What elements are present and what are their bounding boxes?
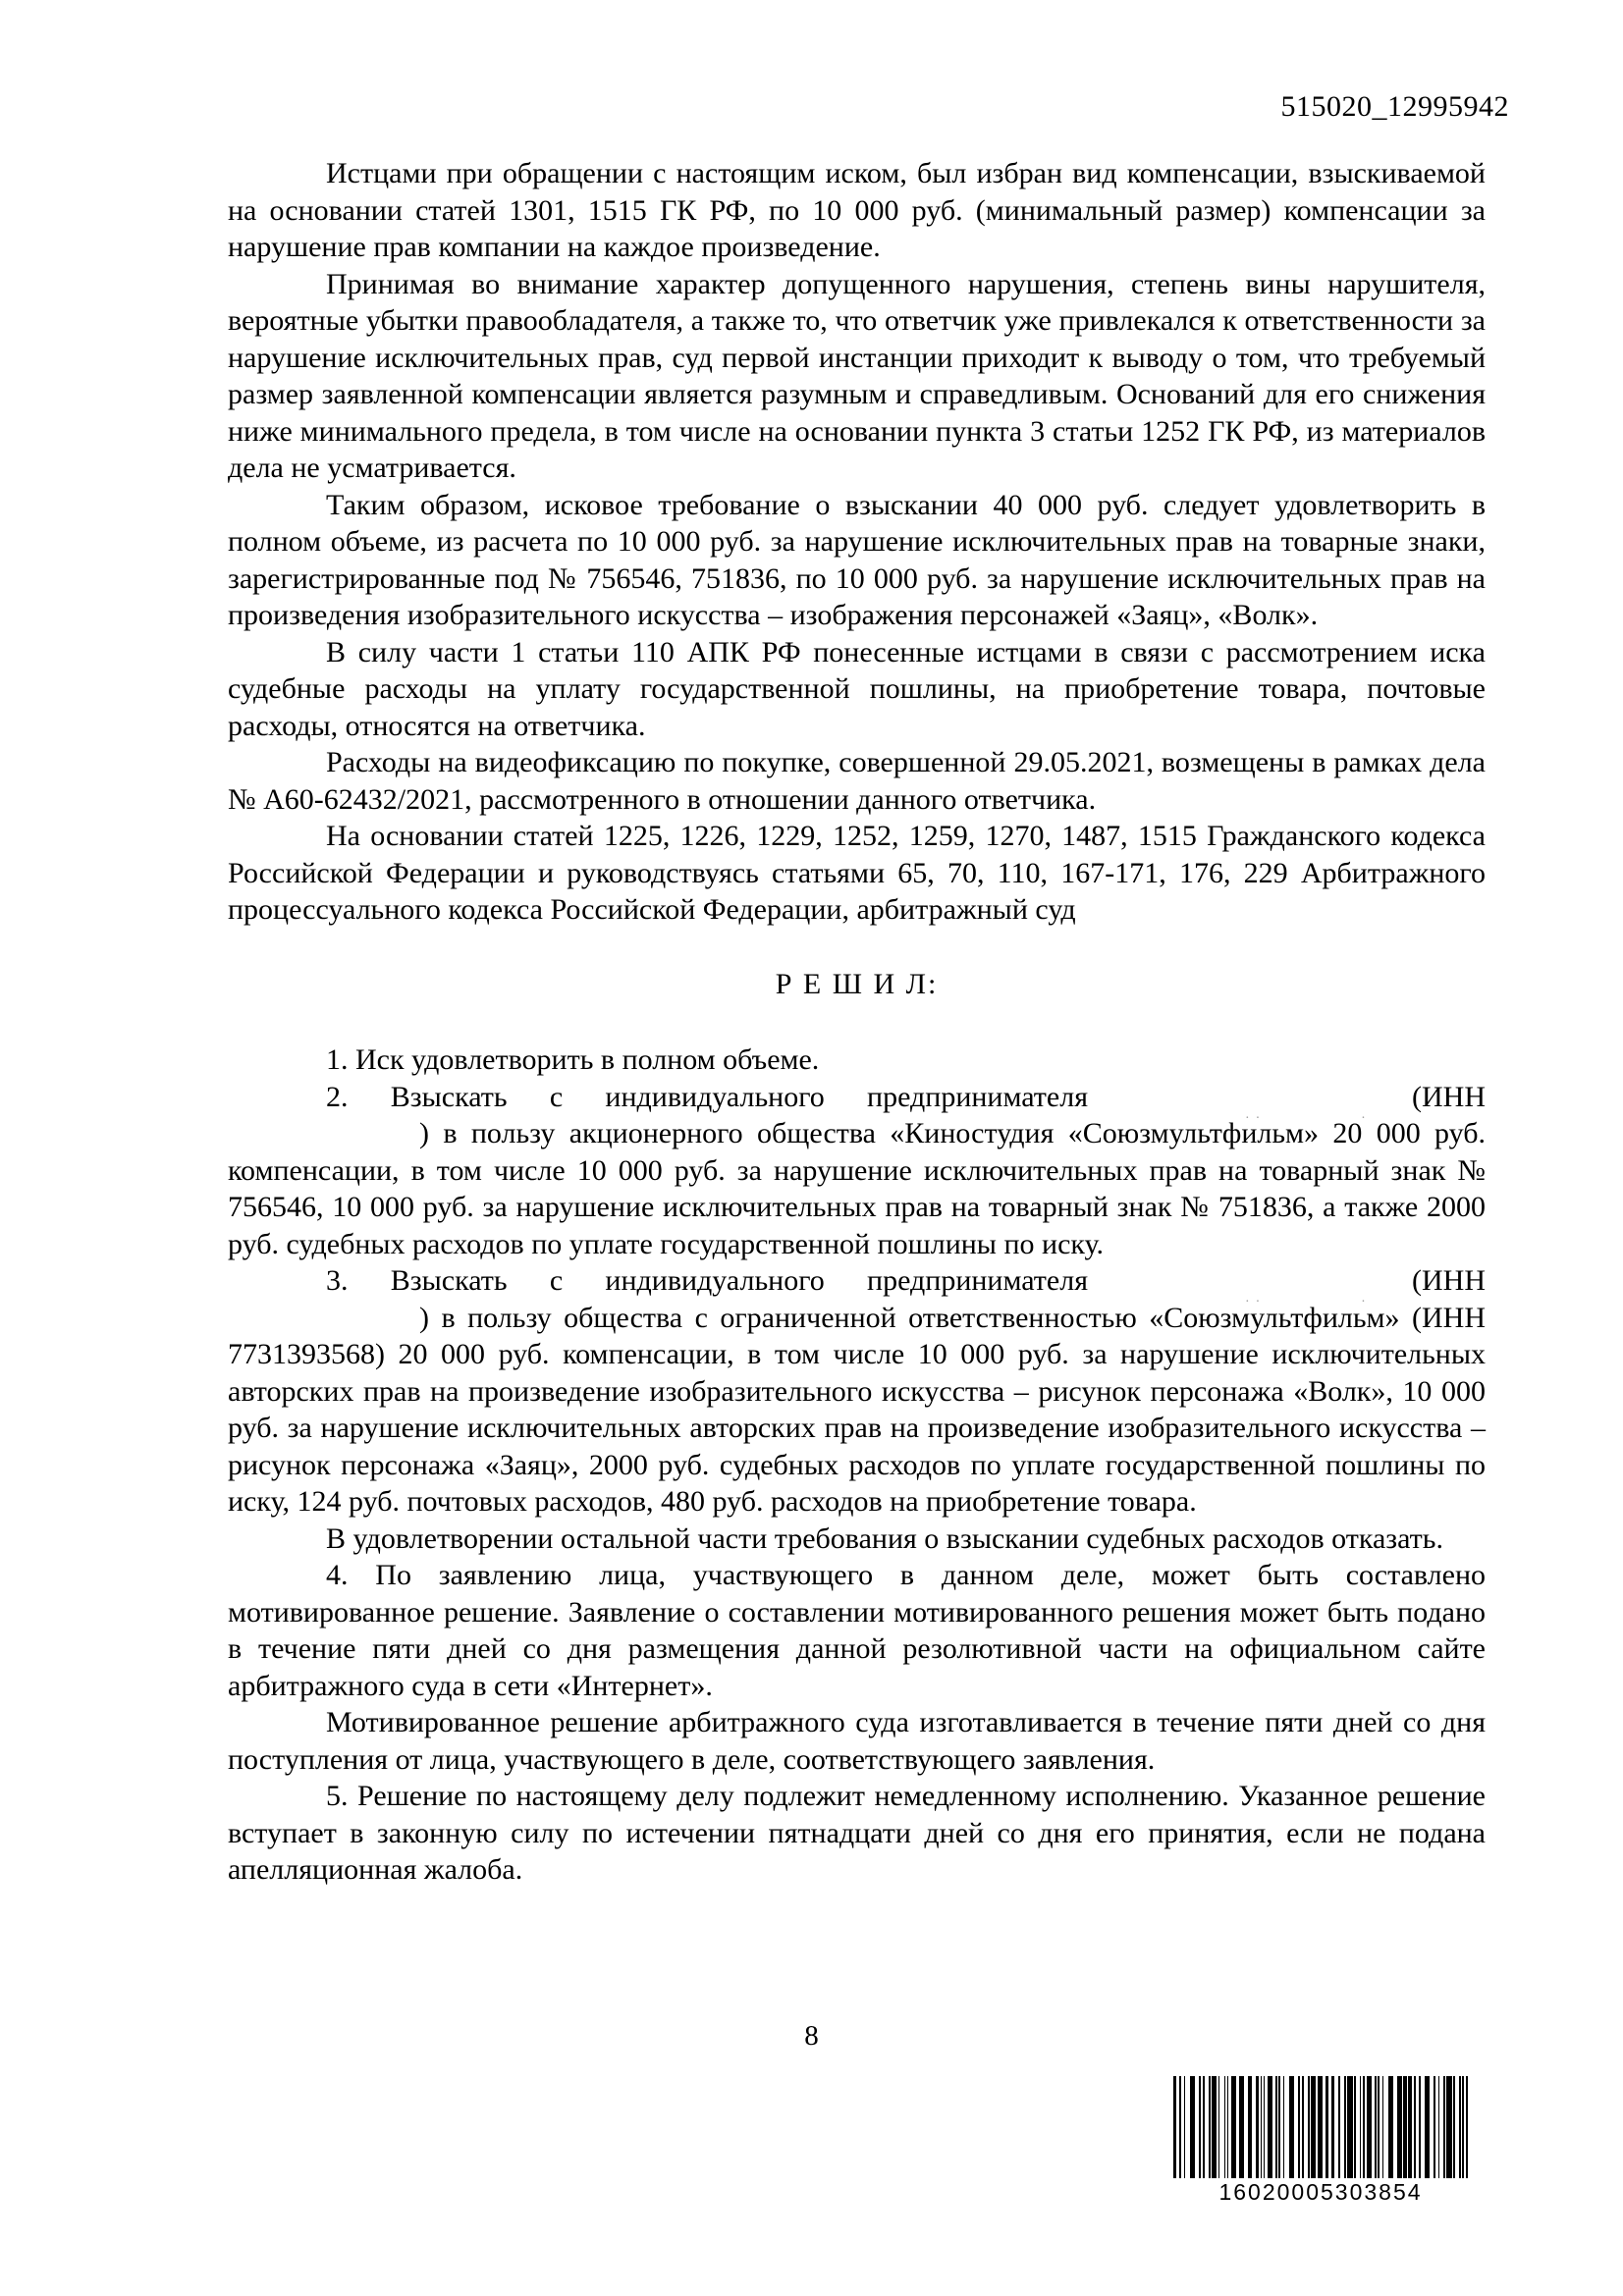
resolution-item-1: 1. Иск удовлетворить в полном объеме. (326, 1043, 820, 1076)
document-number: 515020_12995942 (1280, 90, 1509, 123)
resolution-item-5: 5. Решение по настоящему делу подлежит немедленному исполнению. Указанное решение вступает в законную силу по истечении пятнадцати дней со дня его принятия, если не подана апелляционная жалоба. (228, 1780, 1486, 1886)
resolution-item-3 (228, 1262, 1486, 1521)
resolution-item-2 (228, 1079, 1486, 1263)
paragraph-video-costs: Расходы на видеофиксацию по покупке, совершенной 29.05.2021, возмещены в рамках дела № А60-62432/2021, рассмотренного в отношении данного ответчика. (228, 746, 1486, 816)
resolution-item-4: 4. По заявлению лица, участвующего в данном деле, может быть составлено мотивированное решение. Заявление о составлении мотивированного решения может быть подано в течение пяти дней со дня размещения данной резолютивной части на официальном сайте арбитражного суда в сети «Интернет». (228, 1559, 1486, 1702)
item2-lead-text: 2. Взыскать с индивидуального предпринимателя (326, 1080, 1088, 1113)
item3-inn-open: (ИНН (1412, 1264, 1486, 1297)
paragraph-claim-satisfied: Таким образом, исковое требование о взыскании 40 000 руб. следует удовлетворить в полном объеме, из расчета по 10 000 руб. за нарушение исключительных прав на товарные знаки, зарегистрированные под № 756546, 751836, по 10 000 руб. за нарушение исключительных прав на произведения изобразительного искусства – изображения персонажей «Заяц», «Волк». (228, 488, 1486, 631)
item3-rest-text: ) в пользу общества с ограниченной ответственностью «Союзмультфильм» (ИНН 7731393568) 20 000 руб. компенсации, в том числе 10 000 руб. за нарушение исключительных авторских прав на произведение изобразительного искусства – рисунок персонажа «Волк», 10 000 руб. за нарушение исключительных авторских прав на произведение изобразительного искусства – рисунок персонажа «Заяц», 2000 руб. судебных расходов по уплате государственной пошлины по иску, 124 руб. почтовых расходов, 480 руб. расходов на приобретение товара. (228, 1301, 1486, 1518)
resolution-item-3-refusal: В удовлетворении остальной части требования о взыскании судебных расходов отказать. (326, 1522, 1443, 1555)
paragraph-compensation-type: Истцами при обращении с настоящим иском, был избран вид компенсации, взыскиваемой на основании статей 1301, 1515 ГК РФ, по 10 000 руб. (минимальный размер) компенсации за нарушение прав компании на каждое произведение. (228, 157, 1486, 263)
barcode-number: 16020005303854 (1218, 2179, 1423, 2205)
barcode-block (1173, 2076, 1468, 2206)
paragraph-court-assessment: Принимая во внимание характер допущенного нарушения, степень вины нарушителя, вероятные убытки правообладателя, а также то, что ответчик уже привлекался к ответственности за нарушение исключительных прав, суд первой инстанции приходит к выводу о том, что требуемый размер заявленной компенсации является разумным и справедливым. Оснований для его снижения ниже минимального предела, в том числе на основании пункта 3 статьи 1252 ГК РФ, из материалов дела не усматривается. (228, 267, 1486, 484)
barcode-image (1173, 2076, 1468, 2178)
paragraph-costs-rule: В силу части 1 статьи 110 АПК РФ понесенные истцами в связи с рассмотрением иска судебные расходы на уплату государственной пошлины, на приобретение товара, почтовые расходы, относятся на ответчика. (228, 635, 1486, 742)
document-body (228, 155, 1486, 1889)
item2-inn-open: (ИНН (1412, 1080, 1486, 1113)
resolution-heading: Р Е Ш И Л: (775, 967, 939, 1000)
page-number: 8 (804, 2020, 819, 2052)
item2-rest-text: ) в пользу акционерного общества «Киностудия «Союзмультфильм» 20 000 руб. компенсации, в том числе 10 000 руб. за нарушение исключительных прав на товарный знак № 756546, 10 000 руб. за нарушение исключительных прав на товарный знак № 751836, а также 2000 руб. судебных расходов по уплате государственной пошлины по иску. (228, 1117, 1486, 1260)
resolution-item-4-note: Мотивированное решение арбитражного суда изготавливается в течение пяти дней со дня поступления от лица, участвующего в деле, соответствующего заявления. (228, 1706, 1486, 1776)
item3-lead-text: 3. Взыскать с индивидуального предпринимателя (326, 1264, 1088, 1297)
paragraph-legal-basis: На основании статей 1225, 1226, 1229, 1252, 1259, 1270, 1487, 1515 Гражданского кодекса Российской Федерации и руководствуясь статьями 65, 70, 110, 167-171, 176, 229 Арбитражного процессуального кодекса Российской Федерации, арбитражный суд (228, 820, 1486, 926)
